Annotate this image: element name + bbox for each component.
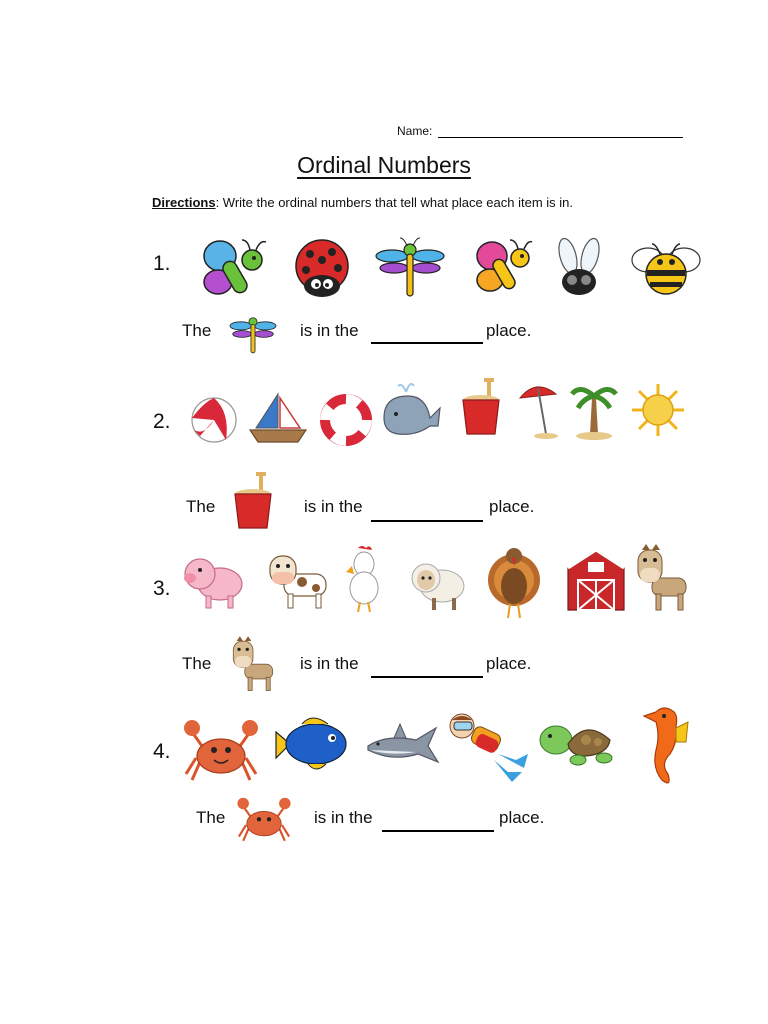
sheep-icon	[408, 556, 468, 612]
page-title: Ordinal Numbers	[297, 152, 471, 178]
fly-icon	[556, 238, 602, 298]
problem-4-answer-blank[interactable]	[382, 830, 494, 832]
fish-icon	[272, 712, 348, 776]
life-ring-icon	[322, 396, 370, 444]
sand-bucket-icon	[232, 472, 274, 532]
crab-icon	[182, 718, 260, 784]
problem-3-sentence-start: The	[182, 654, 212, 673]
problem-1-number: 1.	[153, 252, 171, 275]
problem-3-sentence-end: place.	[486, 654, 532, 673]
butterfly-icon	[472, 238, 534, 298]
name-blank-line[interactable]	[438, 125, 683, 138]
crab-icon	[236, 796, 292, 844]
problem-2-sentence-middle: is in the	[304, 497, 363, 516]
horse-icon	[634, 544, 690, 614]
pig-icon	[182, 552, 244, 610]
ladybug-icon	[292, 238, 352, 300]
problem-4-sentence-middle: is in the	[314, 808, 373, 827]
butterfly-icon	[200, 238, 268, 300]
whale-icon	[380, 378, 446, 440]
name-field[interactable]	[397, 124, 683, 138]
problem-3-sentence-middle: is in the	[300, 654, 359, 673]
sand-bucket-icon	[460, 378, 502, 438]
turtle-icon	[538, 714, 620, 770]
shark-icon	[366, 720, 442, 776]
problem-2-number: 2.	[153, 410, 171, 433]
directions-text: : Write the ordinal numbers that tell what place each item is in.	[215, 195, 574, 210]
dragonfly-icon	[376, 236, 444, 300]
horse-icon	[230, 636, 276, 694]
turkey-icon	[486, 540, 542, 622]
cow-icon	[266, 550, 330, 610]
problem-4-number: 4.	[153, 740, 171, 763]
problem-3-answer-blank[interactable]	[371, 676, 483, 678]
problem-1-sentence-middle: is in the	[300, 321, 359, 340]
sun-icon	[630, 382, 686, 438]
seahorse-icon	[638, 702, 690, 790]
problem-2-answer-blank[interactable]	[371, 520, 483, 522]
chicken-icon	[346, 544, 380, 614]
beach-ball-icon	[190, 396, 238, 444]
bee-icon	[630, 238, 702, 300]
barn-icon	[566, 548, 626, 612]
problem-1-sentence-end: place.	[486, 321, 532, 340]
problem-1-sentence-start: The	[182, 321, 212, 340]
palm-tree-icon	[570, 380, 618, 440]
sailboat-icon	[248, 392, 308, 444]
beach-umbrella-icon	[516, 380, 560, 440]
directions	[152, 195, 573, 210]
problem-4-sentence-end: place.	[499, 808, 545, 827]
diver-icon	[446, 710, 530, 782]
problem-1-answer-blank[interactable]	[371, 342, 483, 344]
problem-2-sentence-end: place.	[489, 497, 535, 516]
dragonfly-icon	[230, 312, 276, 356]
problem-4-sentence-start: The	[196, 808, 226, 827]
problem-3-number: 3.	[153, 577, 171, 600]
name-label: Name:	[397, 124, 433, 138]
directions-label: Directions	[152, 195, 216, 210]
problem-2-sentence-start: The	[186, 497, 216, 516]
